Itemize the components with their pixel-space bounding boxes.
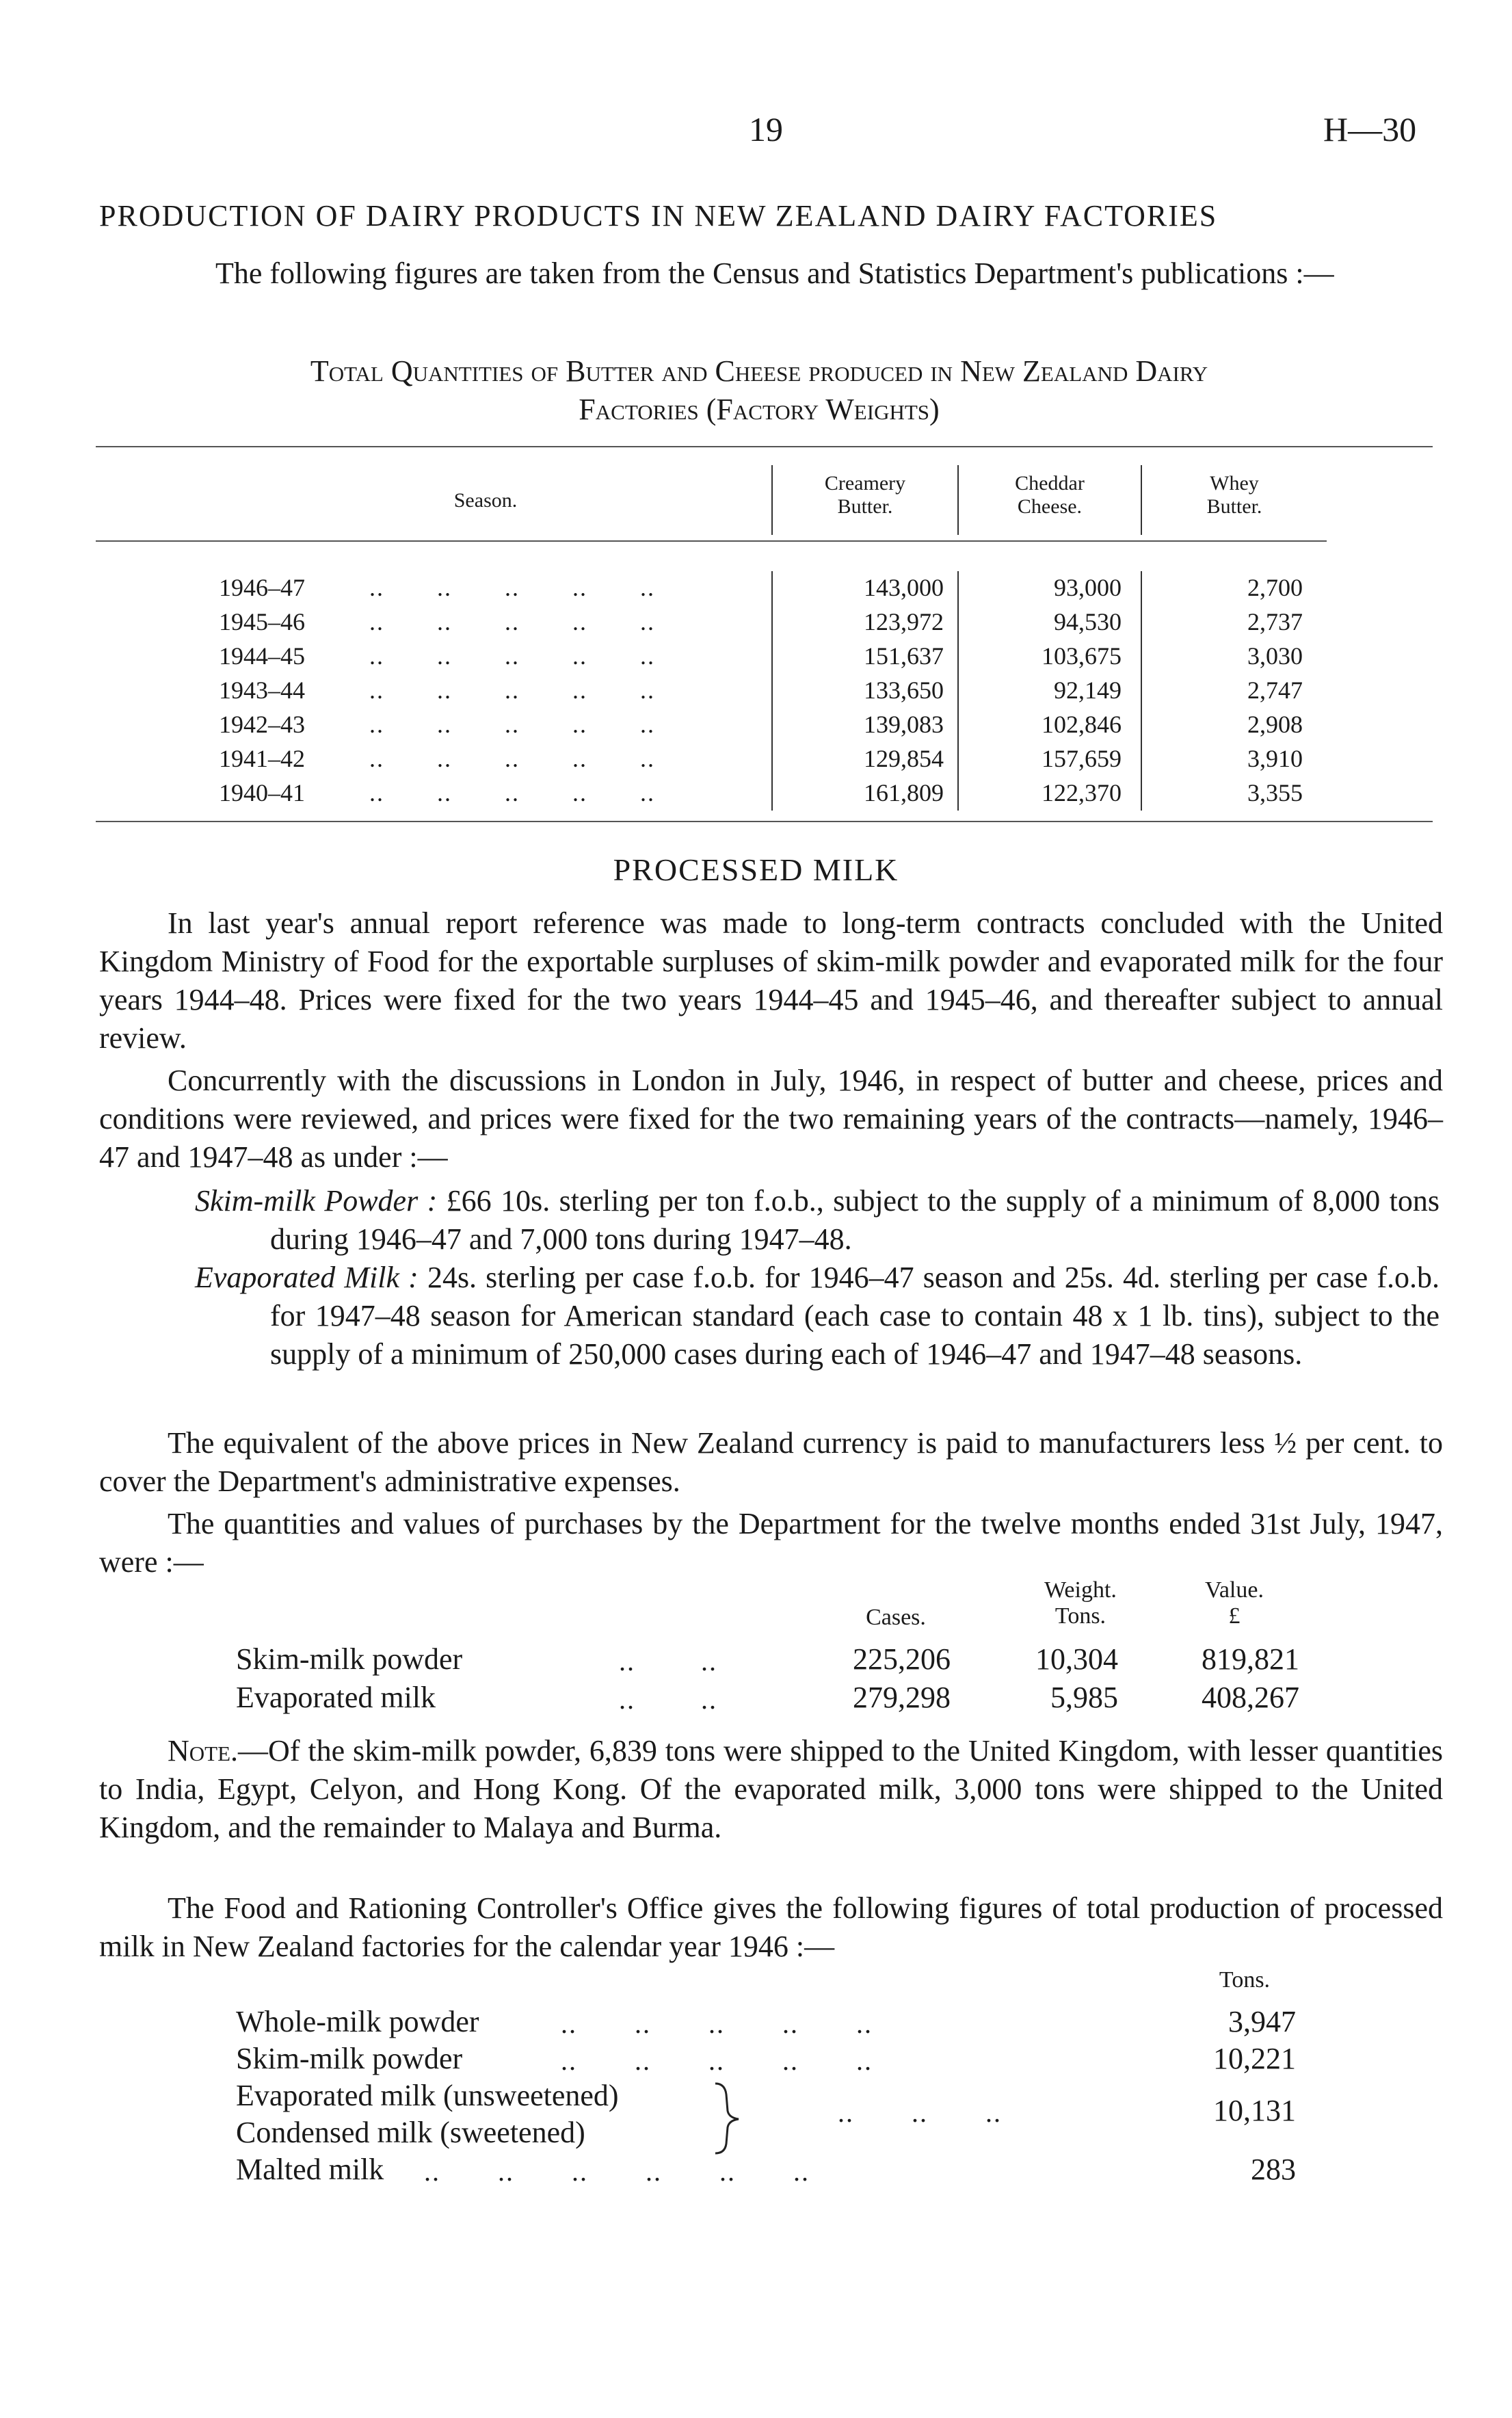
table-top-rule: [96, 446, 1433, 447]
dot-leader: .. .. .. .. ..: [369, 745, 655, 772]
skim-milk-terms: £66 10s. sterling per ton f.o.b., subject to the supply of a minimum of 8,000 tons during 1946–47 and 7,000 tons during 1947–48.: [270, 1184, 1440, 1256]
table-cell-season: 1946–47: [219, 574, 305, 601]
table-cell-creamery: 133,650: [864, 676, 944, 704]
note-text: —Of the skim-milk powder, 6,839 tons were shipped to the United Kingdom, with lesser quantities to India, Egypt, Celyon, and Hong Kong. Of the evaporated milk, 3,000 tons were shipped to the United Kingdom, and the remainder to Malaya and Burma.: [99, 1734, 1443, 1844]
table-cell-cheddar: 103,675: [1042, 642, 1122, 670]
header-cheddar-line-1: Cheddar: [1015, 472, 1085, 495]
table-cell-creamery: 123,972: [864, 608, 944, 635]
purchases-header-value: [1163, 1577, 1306, 1629]
production-row-label: Evaporated milk (unsweetened): [236, 2079, 619, 2112]
evaporated-milk-terms: 24s. sterling per case f.o.b. for 1946–47 season and 25s. 4d. sterling per case f.o.b. for 1947–48 season for American standard (each case to contain 48 x 1 lb. tins), subject to the supply of a minimum of 250,000 cases during each of 1946–47 and 1947–48 seasons.: [270, 1261, 1440, 1371]
production-row-label: Malted milk: [236, 2153, 384, 2186]
purchase-row-label: Skim-milk powder: [236, 1642, 463, 1676]
table-cell-whey: 2,747: [1247, 676, 1303, 704]
table-cell-cheddar: 157,659: [1042, 745, 1122, 772]
dot-leader: .. .. .. .. ..: [369, 574, 655, 601]
purchase-weight: 5,985: [1050, 1681, 1118, 1714]
note-paragraph: [99, 1732, 1443, 1847]
page-number: 19: [749, 110, 783, 148]
brace-icon: [710, 2081, 751, 2156]
production-row-label: Whole-milk powder: [236, 2005, 479, 2038]
equivalent-text-start: The equivalent of the above prices in New Zealand currency is paid to manufacturers less: [168, 1426, 1275, 1460]
table-title: [106, 352, 1412, 429]
table-cell-cheddar: 93,000: [1054, 574, 1122, 601]
table-column-divider: [957, 571, 959, 811]
table-cell-season: 1940–41: [219, 779, 305, 806]
purchase-cases: 225,206: [853, 1642, 951, 1676]
evaporated-milk-label: Evaporated Milk :: [195, 1261, 419, 1294]
dot-leader: .. .. .. .. ..: [369, 608, 655, 635]
table-cell-whey: 3,355: [1247, 779, 1303, 806]
weight-header-line-2: Tons.: [1055, 1603, 1106, 1629]
table-cell-season: 1943–44: [219, 676, 305, 704]
dot-leader: .. ..: [619, 1646, 717, 1677]
dot-leader: .. .. .. .. ..: [561, 2008, 873, 2039]
header-whey-line-1: Whey: [1210, 472, 1259, 495]
intro-paragraph: The following figures are taken from the Census and Statistics Department's publications :—: [215, 257, 1334, 290]
table-cell-cheddar: 122,370: [1042, 779, 1122, 806]
purchase-weight: 10,304: [1035, 1642, 1118, 1676]
table-cell-creamery: 161,809: [864, 779, 944, 806]
dot-leader: .. .. .. .. .. ..: [424, 2156, 810, 2187]
purchase-row-label: Evaporated milk: [236, 1681, 436, 1714]
production-row-label-2: Condensed milk (sweetened): [236, 2116, 585, 2149]
table-cell-creamery: 151,637: [864, 642, 944, 670]
table-column-divider: [1141, 571, 1142, 811]
table-cell-cheddar: 102,846: [1042, 711, 1122, 738]
table-cell-creamery: 143,000: [864, 574, 944, 601]
table-cell-cheddar: 94,530: [1054, 608, 1122, 635]
production-row-label: Skim-milk powder: [236, 2042, 463, 2075]
table-column-divider: [771, 465, 773, 535]
table-column-divider: [771, 571, 773, 811]
production-tons: 10,221: [1213, 2042, 1296, 2075]
header-creamery-line-1: Creamery: [824, 472, 906, 495]
purchase-cases: 279,298: [853, 1681, 951, 1714]
value-header-line-2: £: [1228, 1603, 1241, 1629]
header-season: Season.: [453, 489, 518, 512]
purchase-value: 819,821: [1202, 1642, 1299, 1676]
table-cell-creamery: 129,854: [864, 745, 944, 772]
table-cell-whey: 2,700: [1247, 574, 1303, 601]
production-unit-header: Tons.: [1219, 1967, 1271, 1993]
table-title-line-1: Total Quantities of Butter and Cheese produced in New Zealand Dairy: [310, 354, 1208, 388]
paragraph-quantities: The quantities and values of purchases by the Department for the twelve months ended 31st July, 1947, were :—: [99, 1507, 1443, 1579]
table-cell-whey: 2,737: [1247, 608, 1303, 635]
dot-leader: .. .. ..: [838, 2097, 1002, 2128]
header-creamery-butter: [780, 472, 951, 518]
table-cell-whey: 3,030: [1247, 642, 1303, 670]
dot-leader: .. .. .. .. ..: [369, 642, 655, 670]
evaporated-milk-price-item: [195, 1259, 1440, 1374]
paragraph-contracts: In last year's annual report reference was made to long-term contracts concluded with the United Kingdom Ministry of Food for the exportable surpluses of skim-milk powder and evaporated milk for the four years 1944–48. Prices were fixed for the two years 1944–45 and 1945–46, and thereafter subject to annual review.: [99, 906, 1443, 1055]
production-tons: 10,131: [1213, 2094, 1296, 2127]
purchase-value: 408,267: [1202, 1681, 1299, 1714]
dot-leader: .. .. .. .. ..: [369, 711, 655, 738]
purchases-header-weight: [1002, 1577, 1159, 1629]
weight-header-line-1: Weight.: [1044, 1577, 1117, 1603]
table-cell-cheddar: 92,149: [1054, 676, 1122, 704]
paragraph-concurrently: Concurrently with the discussions in London in July, 1946, in respect of butter and cheese, prices and conditions were reviewed, and prices were fixed for the two remaining years of the contracts—namely, 1946–47 and 1947–48 as under :—: [99, 1064, 1443, 1174]
header-whey-butter: [1156, 472, 1313, 518]
table-bottom-rule: [96, 821, 1433, 822]
table-cell-whey: 3,910: [1247, 745, 1303, 772]
table-cell-season: 1944–45: [219, 642, 305, 670]
skim-milk-label: Skim-milk Powder :: [195, 1184, 438, 1218]
table-cell-whey: 2,908: [1247, 711, 1303, 738]
header-cheddar-cheese: [964, 472, 1135, 518]
dot-leader: .. .. .. .. ..: [369, 779, 655, 806]
production-tons: 3,947: [1228, 2005, 1296, 2038]
table-column-divider: [1141, 465, 1142, 535]
table-cell-season: 1945–46: [219, 608, 305, 635]
main-title: PRODUCTION OF DAIRY PRODUCTS IN NEW ZEALAND DAIRY FACTORIES: [99, 199, 1218, 233]
note-label: Note.: [168, 1734, 239, 1767]
table-cell-season: 1942–43: [219, 711, 305, 738]
equivalent-text-end: per cent. to cover the Department's administrative expenses.: [99, 1426, 1443, 1498]
skim-milk-price-item: [195, 1182, 1440, 1259]
paragraph-food-rationing: The Food and Rationing Controller's Office gives the following figures of total production of processed milk in New Zealand factories for the calendar year 1946 :—: [99, 1891, 1443, 1963]
purchases-header-cases: Cases.: [866, 1605, 926, 1630]
value-header-line-1: Value.: [1205, 1577, 1264, 1603]
table-cell-creamery: 139,083: [864, 711, 944, 738]
table-title-line-2: Factories (Factory Weights): [579, 393, 940, 426]
table-column-divider: [957, 465, 959, 535]
production-tons: 283: [1251, 2153, 1296, 2186]
table-header-rule: [96, 540, 1327, 542]
dot-leader: .. .. .. .. ..: [369, 676, 655, 704]
section-title-processed-milk: PROCESSED MILK: [613, 852, 899, 887]
header-whey-line-2: Butter.: [1206, 495, 1262, 518]
table-cell-season: 1941–42: [219, 745, 305, 772]
paragraph-equivalent: [99, 1424, 1443, 1501]
document-reference: H—30: [1323, 110, 1417, 148]
half-fraction: ½: [1274, 1426, 1297, 1460]
dot-leader: .. .. .. .. ..: [561, 2045, 873, 2076]
dot-leader: .. ..: [619, 1684, 717, 1715]
header-cheddar-line-2: Cheese.: [1017, 495, 1083, 518]
header-creamery-line-2: Butter.: [837, 495, 893, 518]
